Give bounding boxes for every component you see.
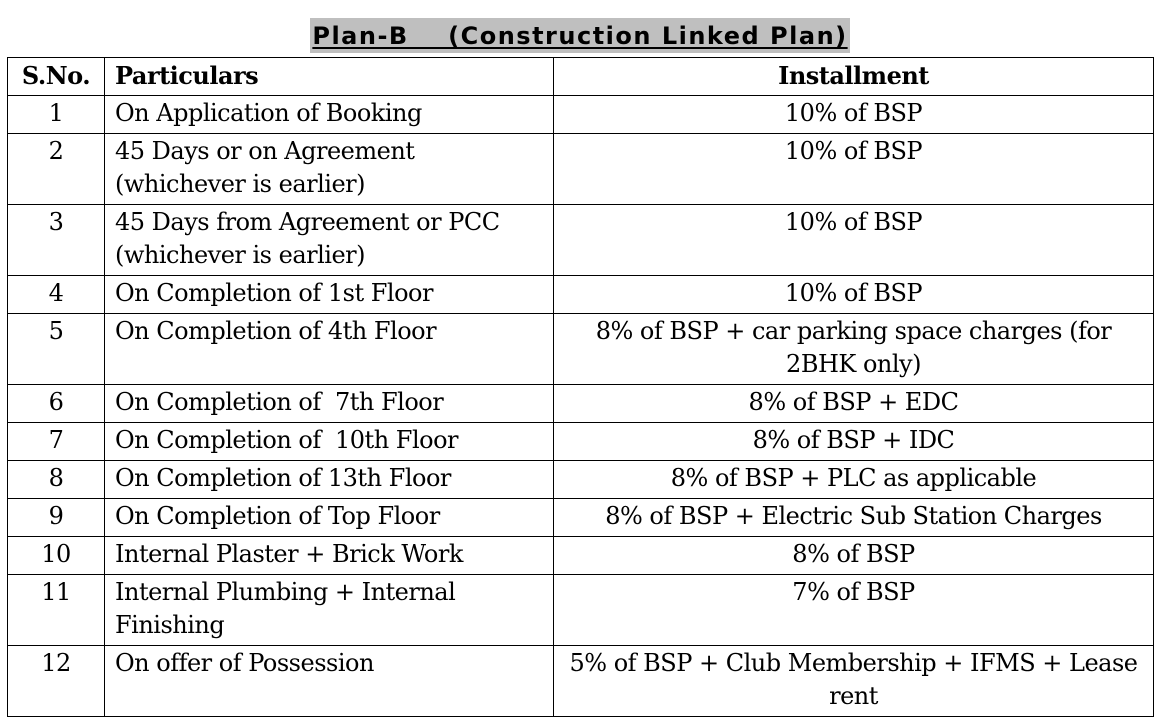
payment-plan-table (7, 57, 1154, 717)
row-particulars: Internal Plumbing + Internal Finishing (105, 575, 554, 646)
table-row (8, 134, 1154, 205)
table-row (8, 205, 1154, 276)
table-header-row (8, 58, 1154, 96)
row-particulars: On Application of Booking (105, 96, 554, 134)
row-particulars: 45 Days from Agreement or PCC (whichever is earlier) (105, 205, 554, 276)
table-row (8, 461, 1154, 499)
row-particulars: Internal Plaster + Brick Work (105, 537, 554, 575)
row-particulars: On Completion of 1st Floor (105, 276, 554, 314)
table-row (8, 575, 1154, 646)
table-row (8, 96, 1154, 134)
table-row (8, 276, 1154, 314)
row-particulars: On Completion of 7th Floor (105, 385, 554, 423)
row-installment: 10% of BSP (554, 205, 1154, 276)
row-sno: 10 (8, 537, 105, 575)
table-row (8, 499, 1154, 537)
row-installment: 8% of BSP + car parking space charges (for 2BHK only) (554, 314, 1154, 385)
table-row (8, 385, 1154, 423)
row-sno: 2 (8, 134, 105, 205)
row-sno: 3 (8, 205, 105, 276)
row-particulars: On Completion of 10th Floor (105, 423, 554, 461)
page-title: Plan-B (Construction Linked Plan) (310, 18, 849, 53)
row-particulars: 45 Days or on Agreement (whichever is earlier) (105, 134, 554, 205)
table-row (8, 646, 1154, 717)
header-installment: Installment (554, 58, 1154, 96)
row-particulars: On Completion of 4th Floor (105, 314, 554, 385)
row-installment: 8% of BSP + EDC (554, 385, 1154, 423)
row-sno: 12 (8, 646, 105, 717)
row-installment: 8% of BSP + Electric Sub Station Charges (554, 499, 1154, 537)
row-installment: 10% of BSP (554, 134, 1154, 205)
title-wrapper (0, 18, 1160, 53)
table-row (8, 537, 1154, 575)
row-installment: 10% of BSP (554, 276, 1154, 314)
row-sno: 9 (8, 499, 105, 537)
table-row (8, 314, 1154, 385)
table-row (8, 423, 1154, 461)
row-sno: 6 (8, 385, 105, 423)
row-installment: 8% of BSP + PLC as applicable (554, 461, 1154, 499)
row-installment: 8% of BSP + IDC (554, 423, 1154, 461)
row-sno: 1 (8, 96, 105, 134)
row-particulars: On Completion of 13th Floor (105, 461, 554, 499)
row-sno: 4 (8, 276, 105, 314)
row-particulars: On Completion of Top Floor (105, 499, 554, 537)
row-installment: 8% of BSP (554, 537, 1154, 575)
row-sno: 8 (8, 461, 105, 499)
row-sno: 7 (8, 423, 105, 461)
row-sno: 5 (8, 314, 105, 385)
row-installment: 7% of BSP (554, 575, 1154, 646)
row-installment: 5% of BSP + Club Membership + IFMS + Lease rent (554, 646, 1154, 717)
header-sno: S.No. (8, 58, 105, 96)
row-sno: 11 (8, 575, 105, 646)
row-installment: 10% of BSP (554, 96, 1154, 134)
row-particulars: On offer of Possession (105, 646, 554, 717)
header-particulars: Particulars (105, 58, 554, 96)
